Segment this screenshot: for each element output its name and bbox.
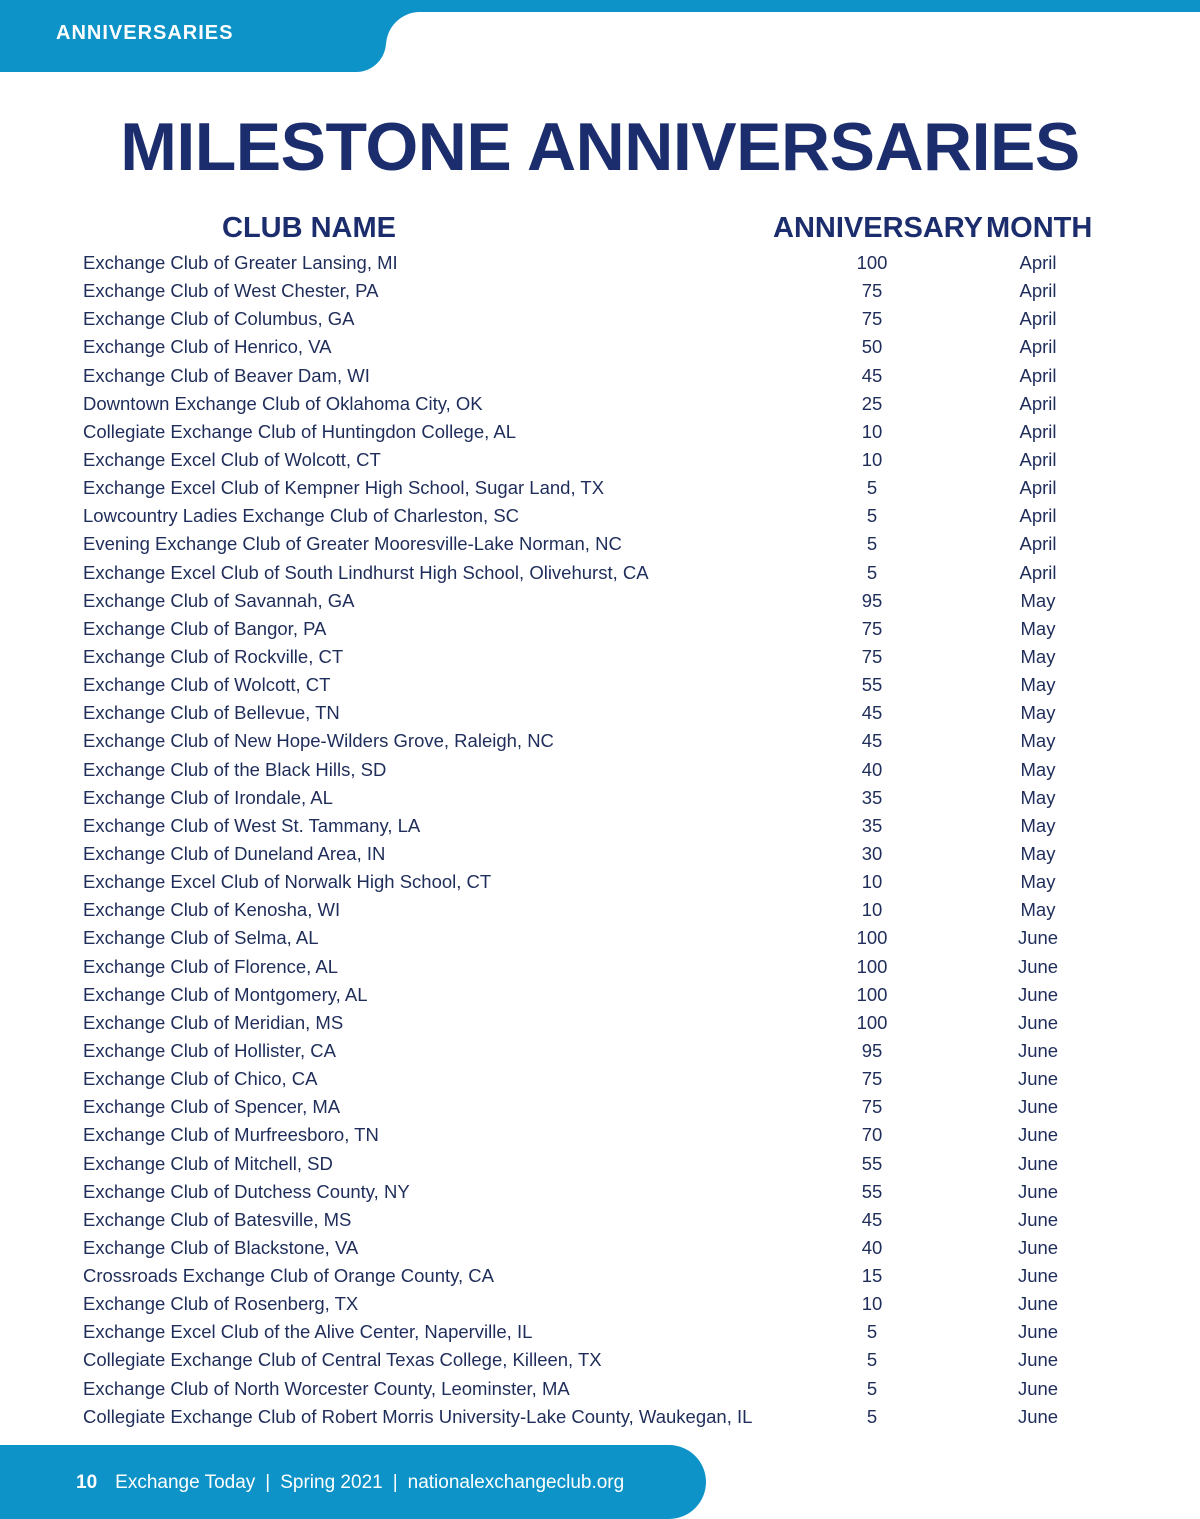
anniversary-cell: 5 <box>866 477 878 499</box>
table-row <box>0 1037 1200 1065</box>
anniversary-cell: 10 <box>861 420 883 442</box>
month-cell: June <box>1017 1208 1059 1230</box>
anniversary-table <box>0 249 1200 1431</box>
table-row <box>0 1403 1200 1431</box>
anniversary-cell: 100 <box>856 983 888 1005</box>
publication-name: Exchange Today <box>115 1472 256 1493</box>
anniversary-cell: 35 <box>861 786 883 808</box>
month-cell: April <box>1019 477 1057 499</box>
month-cell: June <box>1017 1096 1059 1118</box>
table-row <box>0 1234 1200 1262</box>
club-name-cell: Exchange Excel Club of the Alive Center, Naperville, IL <box>83 1321 533 1343</box>
month-cell: May <box>1020 842 1056 864</box>
table-row <box>0 812 1200 840</box>
anniversary-cell: 40 <box>861 758 883 780</box>
month-cell: June <box>1017 1124 1059 1146</box>
club-name-cell: Exchange Club of Meridian, MS <box>83 1011 344 1033</box>
table-row <box>0 953 1200 981</box>
club-name-cell: Exchange Club of Florence, AL <box>83 955 339 977</box>
month-cell: May <box>1020 702 1056 724</box>
month-cell: June <box>1017 1377 1059 1399</box>
table-row <box>0 390 1200 418</box>
website-link[interactable]: nationalexchangeclub.org <box>407 1472 625 1493</box>
table-row <box>0 1178 1200 1206</box>
anniversary-cell: 75 <box>861 1068 883 1090</box>
club-name-cell: Lowcountry Ladies Exchange Club of Charleston, SC <box>83 505 520 527</box>
anniversary-cell: 30 <box>861 842 883 864</box>
anniversary-cell: 5 <box>866 1377 878 1399</box>
club-name-cell: Exchange Club of Bangor, PA <box>83 617 327 639</box>
month-cell: April <box>1019 308 1057 330</box>
anniversary-cell: 75 <box>861 1096 883 1118</box>
month-cell: April <box>1019 336 1057 358</box>
month-cell: April <box>1019 252 1057 273</box>
anniversary-cell: 75 <box>861 645 883 667</box>
footer-separator: | <box>392 1472 398 1493</box>
month-cell: June <box>1017 1265 1059 1287</box>
month-cell: June <box>1017 927 1059 949</box>
month-cell: April <box>1019 505 1057 527</box>
anniversary-cell: 5 <box>866 1405 878 1427</box>
club-name-cell: Exchange Club of North Worcester County, Leominster, MA <box>83 1377 570 1399</box>
anniversary-cell: 100 <box>856 1011 888 1033</box>
club-name-cell: Exchange Club of Blackstone, VA <box>83 1236 359 1258</box>
table-row <box>0 418 1200 446</box>
month-cell: June <box>1017 1405 1059 1427</box>
club-name-cell: Exchange Club of Irondale, AL <box>83 786 333 808</box>
table-row <box>0 530 1200 558</box>
club-name-cell: Exchange Club of Murfreesboro, TN <box>83 1124 379 1146</box>
club-name-cell: Exchange Club of Mitchell, SD <box>83 1152 333 1174</box>
table-row <box>0 502 1200 530</box>
month-cell: May <box>1020 645 1056 667</box>
club-name-cell: Exchange Club of Henrico, VA <box>83 336 332 358</box>
month-cell: June <box>1017 1039 1059 1061</box>
month-cell: June <box>1017 1321 1059 1343</box>
month-cell: April <box>1019 392 1057 414</box>
month-cell: May <box>1020 617 1056 639</box>
club-name-cell: Exchange Excel Club of Wolcott, CT <box>83 448 381 470</box>
column-header-anniversary: ANNIVERSARY <box>773 212 984 244</box>
anniversary-cell: 100 <box>856 252 888 273</box>
table-row <box>0 868 1200 896</box>
anniversary-cell: 55 <box>861 1180 883 1202</box>
footer-text <box>76 1472 624 1494</box>
anniversary-cell: 70 <box>861 1124 883 1146</box>
table-row <box>0 587 1200 615</box>
table-row <box>0 1206 1200 1234</box>
issue-label: Spring 2021 <box>280 1472 383 1493</box>
club-name-cell: Exchange Club of the Black Hills, SD <box>83 758 387 780</box>
club-name-cell: Exchange Club of Dutchess County, NY <box>83 1180 410 1202</box>
month-cell: April <box>1019 561 1057 583</box>
club-name-cell: Exchange Club of Selma, AL <box>83 927 319 949</box>
club-name-cell: Exchange Club of Chico, CA <box>83 1068 318 1090</box>
anniversary-cell: 5 <box>866 1349 878 1371</box>
anniversary-cell: 55 <box>861 1152 883 1174</box>
club-name-cell: Exchange Excel Club of South Lindhurst High School, Olivehurst, CA <box>83 561 649 583</box>
month-cell: June <box>1017 1349 1059 1371</box>
club-name-cell: Exchange Club of New Hope-Wilders Grove, Raleigh, NC <box>83 730 554 752</box>
month-cell: June <box>1017 1180 1059 1202</box>
footer-separator: | <box>265 1472 271 1493</box>
month-cell: May <box>1020 814 1056 836</box>
month-cell: April <box>1019 280 1057 302</box>
club-name-cell: Exchange Club of Bellevue, TN <box>83 702 340 724</box>
table-row <box>0 1121 1200 1149</box>
table-row <box>0 784 1200 812</box>
page-title: MILESTONE ANNIVERSARIES <box>120 109 1080 185</box>
anniversary-cell: 5 <box>866 1321 878 1343</box>
club-name-cell: Exchange Club of West Chester, PA <box>83 280 379 302</box>
table-row <box>0 727 1200 755</box>
table-row <box>0 1346 1200 1374</box>
table-row <box>0 1262 1200 1290</box>
table-row <box>0 756 1200 784</box>
club-name-cell: Exchange Club of Greater Lansing, MI <box>83 252 398 273</box>
anniversary-cell: 25 <box>861 392 883 414</box>
month-cell: May <box>1020 589 1056 611</box>
page-number: 10 <box>76 1472 98 1493</box>
club-name-cell: Exchange Excel Club of Norwalk High School, CT <box>83 871 492 893</box>
anniversary-cell: 50 <box>861 336 883 358</box>
club-name-cell: Exchange Club of West St. Tammany, LA <box>83 814 421 836</box>
club-name-cell: Exchange Club of Beaver Dam, WI <box>83 364 370 386</box>
column-header-club-name: CLUB NAME <box>222 212 396 244</box>
table-row <box>0 446 1200 474</box>
table-row <box>0 1093 1200 1121</box>
club-name-cell: Exchange Club of Hollister, CA <box>83 1039 336 1061</box>
anniversary-cell: 75 <box>861 280 883 302</box>
anniversary-cell: 45 <box>861 730 883 752</box>
table-row <box>0 840 1200 868</box>
table-row <box>0 362 1200 390</box>
table-row <box>0 277 1200 305</box>
anniversary-cell: 15 <box>861 1265 883 1287</box>
club-name-cell: Evening Exchange Club of Greater Mooresville-Lake Norman, NC <box>83 533 622 555</box>
table-row <box>0 615 1200 643</box>
table-row <box>0 305 1200 333</box>
month-cell: June <box>1017 1236 1059 1258</box>
month-cell: June <box>1017 1293 1059 1315</box>
month-cell: May <box>1020 786 1056 808</box>
anniversary-cell: 45 <box>861 364 883 386</box>
section-label: ANNIVERSARIES <box>56 22 234 44</box>
table-row <box>0 1375 1200 1403</box>
table-row <box>0 1318 1200 1346</box>
month-cell: May <box>1020 871 1056 893</box>
table-row <box>0 559 1200 587</box>
anniversary-cell: 10 <box>861 899 883 921</box>
table-row <box>0 981 1200 1009</box>
anniversary-cell: 5 <box>866 533 878 555</box>
section-tab-curve <box>386 12 426 52</box>
table-row <box>0 249 1200 277</box>
month-cell: April <box>1019 420 1057 442</box>
club-name-cell: Exchange Club of Rosenberg, TX <box>83 1293 359 1315</box>
club-name-cell: Crossroads Exchange Club of Orange County, CA <box>83 1265 494 1287</box>
club-name-cell: Exchange Club of Rockville, CT <box>83 645 344 667</box>
table-row <box>0 671 1200 699</box>
month-cell: April <box>1019 533 1057 555</box>
anniversary-cell: 40 <box>861 1236 883 1258</box>
month-cell: May <box>1020 730 1056 752</box>
anniversary-cell: 5 <box>866 505 878 527</box>
anniversary-cell: 100 <box>856 955 888 977</box>
anniversary-cell: 100 <box>856 927 888 949</box>
month-cell: June <box>1017 1011 1059 1033</box>
table-row <box>0 643 1200 671</box>
table-row <box>0 699 1200 727</box>
month-cell: April <box>1019 448 1057 470</box>
anniversary-cell: 10 <box>861 871 883 893</box>
table-row <box>0 924 1200 952</box>
club-name-cell: Downtown Exchange Club of Oklahoma City, OK <box>83 392 483 414</box>
month-cell: June <box>1017 983 1059 1005</box>
month-cell: June <box>1017 955 1059 977</box>
club-name-cell: Exchange Club of Montgomery, AL <box>83 983 368 1005</box>
anniversary-cell: 35 <box>861 814 883 836</box>
month-cell: May <box>1020 899 1056 921</box>
month-cell: June <box>1017 1068 1059 1090</box>
table-row <box>0 1290 1200 1318</box>
month-cell: April <box>1019 364 1057 386</box>
club-name-cell: Exchange Club of Batesville, MS <box>83 1208 352 1230</box>
column-header-month: MONTH <box>986 212 1093 244</box>
anniversary-cell: 45 <box>861 1208 883 1230</box>
table-row <box>0 1009 1200 1037</box>
anniversary-cell: 75 <box>861 617 883 639</box>
anniversary-cell: 95 <box>861 1039 883 1061</box>
anniversary-cell: 5 <box>866 561 878 583</box>
club-name-cell: Collegiate Exchange Club of Huntingdon College, AL <box>83 420 516 442</box>
anniversary-cell: 95 <box>861 589 883 611</box>
month-cell: May <box>1020 758 1056 780</box>
anniversary-cell: 55 <box>861 674 883 696</box>
club-name-cell: Exchange Club of Kenosha, WI <box>83 899 341 921</box>
club-name-cell: Exchange Club of Columbus, GA <box>83 308 355 330</box>
anniversary-cell: 10 <box>861 448 883 470</box>
table-row <box>0 1150 1200 1178</box>
table-row <box>0 474 1200 502</box>
table-row <box>0 1065 1200 1093</box>
table-row <box>0 896 1200 924</box>
anniversary-cell: 75 <box>861 308 883 330</box>
club-name-cell: Collegiate Exchange Club of Robert Morris University-Lake County, Waukegan, IL <box>83 1405 753 1427</box>
table-row <box>0 333 1200 361</box>
month-cell: June <box>1017 1152 1059 1174</box>
month-cell: May <box>1020 674 1056 696</box>
club-name-cell: Collegiate Exchange Club of Central Texas College, Killeen, TX <box>83 1349 602 1371</box>
club-name-cell: Exchange Club of Savannah, GA <box>83 589 355 611</box>
club-name-cell: Exchange Club of Wolcott, CT <box>83 674 331 696</box>
club-name-cell: Exchange Club of Duneland Area, IN <box>83 842 386 864</box>
club-name-cell: Exchange Excel Club of Kempner High School, Sugar Land, TX <box>83 477 605 499</box>
anniversary-cell: 45 <box>861 702 883 724</box>
anniversary-cell: 10 <box>861 1293 883 1315</box>
club-name-cell: Exchange Club of Spencer, MA <box>83 1096 341 1118</box>
